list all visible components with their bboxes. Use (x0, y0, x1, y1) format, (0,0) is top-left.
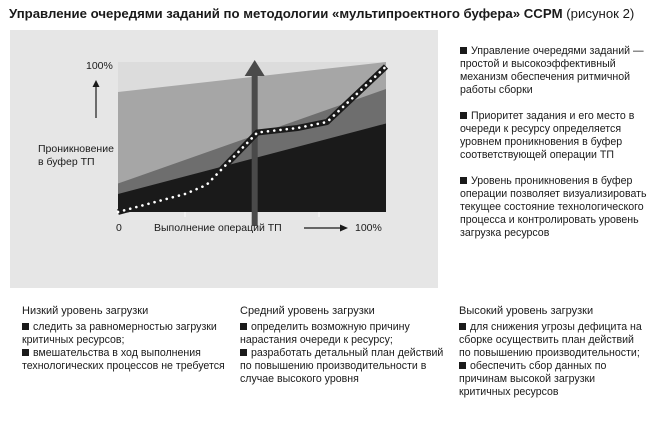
list-item: определить возможную причину нарастания очереди к ресурсу; (240, 321, 410, 346)
square-bullet-icon (22, 323, 29, 330)
y-axis-arrow-icon (91, 80, 101, 120)
mid-load-column (240, 305, 450, 386)
list-item: для снижения угрозы дефицита на сборке осуществить план действий по повышению производительности; (459, 321, 642, 359)
square-bullet-icon (460, 47, 467, 54)
page-title (9, 5, 645, 23)
square-bullet-icon (459, 323, 466, 330)
x-axis-label: Выполнение операций ТП (154, 222, 282, 234)
list-item: разработать детальный план действий по повышению производительности в случае высокого уровня (240, 347, 444, 385)
low-load-column (22, 305, 232, 373)
y-axis-label (38, 143, 114, 169)
square-bullet-icon (460, 177, 467, 184)
note-item: Управление очередями заданий — простой и высокоэффективный механизм обеспечения ритмичной работы сборки (460, 45, 644, 96)
x-axis-end-label: 100% (355, 222, 382, 234)
y-axis-label-line2: в буфер ТП (38, 156, 95, 168)
square-bullet-icon (459, 362, 466, 369)
low-load-title: Низкий уровень загрузки (22, 305, 149, 317)
high-load-title: Высокий уровень загрузки (459, 305, 594, 317)
title-main: Управление очередями заданий по методологии «мультипроектного буфера» CCPM (9, 6, 563, 21)
square-bullet-icon (460, 112, 467, 119)
list-item: обеспечить сбор данных по причинам высокой загрузки критичных ресурсов (459, 360, 607, 398)
y-axis-top-label: 100% (86, 60, 113, 72)
progress-arrow-shaft (252, 74, 258, 226)
y-axis-label-line1: Проникновение (38, 143, 114, 155)
notes-list (460, 45, 648, 253)
square-bullet-icon (22, 349, 29, 356)
list-item: следить за равномерностью загрузки критичных ресурсов; (22, 321, 217, 346)
note-item: Приоритет задания и его место в очереди к ресурсу определяется уровнем проникновения в буфер соответствующей операции ТП (460, 110, 635, 161)
list-item: вмешательства в ход выполнения технологических процессов не требуется (22, 347, 225, 372)
x-axis-arrow-icon (304, 222, 348, 234)
square-bullet-icon (240, 323, 247, 330)
square-bullet-icon (240, 349, 247, 356)
mid-load-title: Средний уровень загрузки (240, 305, 375, 317)
high-load-column (459, 305, 647, 399)
note-item: Уровень проникновения в буфер операции позволяет визуализировать текущее состояние технологического процесса и контролировать уровень загрузка ресурсов (460, 175, 647, 239)
title-figure-ref: (рисунок 2) (566, 6, 635, 21)
x-axis-origin-label: 0 (116, 222, 122, 234)
